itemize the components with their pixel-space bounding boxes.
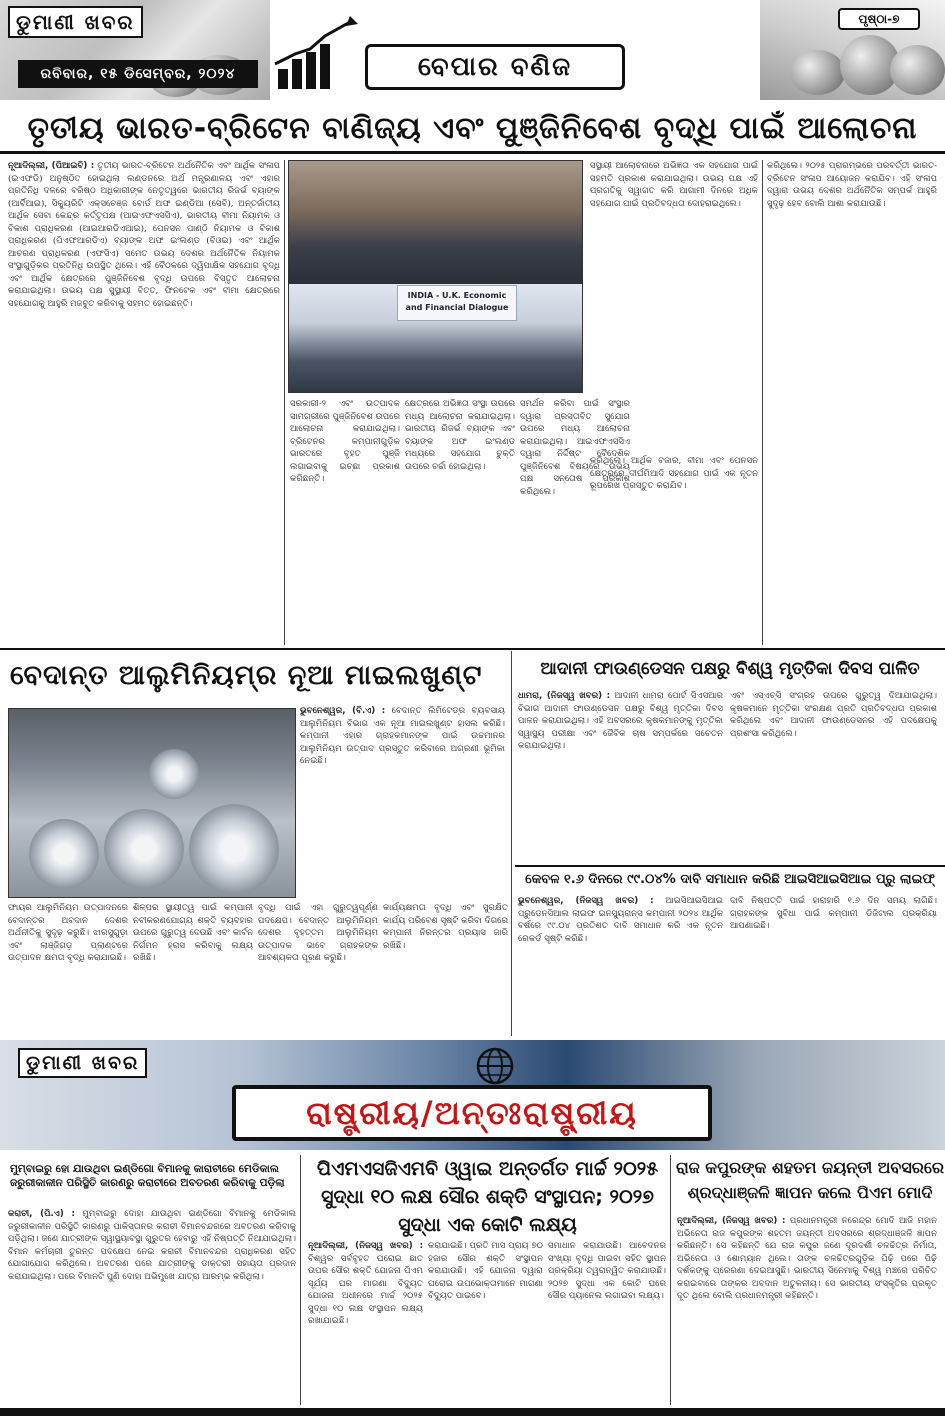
pm-solar-col3-text: ସମାଧାନ କରାଯାଉଛି। ଆବେଦନର ସଂଖ୍ୟା ବୃଦ୍ଧି ପାଇବା ସହିତ ସ୍ଥାପନ ପ୍ରକ୍ରିୟା ତ୍ୱରାନ୍ୱିତ କରାଯାଉଛି। ୨୦୨୭ ସୁଦ୍ଧା ଏକ କୋଟି ଘରେ ସୌର ପ୍ୟାନେଲ ଲଗାଇବା ଲକ୍ଷ୍ୟ। [548, 1241, 666, 1301]
vedanta-col-2 [8, 902, 128, 1032]
india-uk-dialogue-photo [288, 160, 583, 393]
pm-solar-dateline: ନୂଆଦିଲ୍ଲୀ, (ନିଜସ୍ୱ ଖବର) : [308, 1241, 423, 1251]
icici-col2-text: ଦାବି ନିଷ୍ପତ୍ତି ପାଇଁ ହାରାହାରି ୧.୬ ଦିନ ସମୟ ଲାଗିଛି। ଗ୍ରାହକଙ୍କ ସୁବିଧା ପାଇଁ କମ୍ପାନୀ ଡିଜିଟାଲ ପ୍ରକ୍ରିୟା ଆପଣାଇଛି। [730, 896, 937, 931]
icici-col-2 [730, 895, 937, 1035]
icici-headline: କେବଳ ୧.୬ ଦିନରେ ୯୯.୦୪% ଦାବି ସମାଧାନ କରିଛି ଆଇସିଆଇସିଆଇ ପ୍ରୁ ଲାଇଫ୍ [515, 865, 945, 891]
pm-solar-col1-text: ବିଶ୍ୱର ସର୍ବବୃହତ ଘରୋଇ ଛାତ ଉପର ସୌର ଶକ୍ତି ଯୋଜନା ପିଏମ ସୂର୍ଯ୍ୟ ଘର ମାଗଣା ବିଦ୍ୟୁତ ଯୋଜନା ଅଧୀନରେ ମାର୍ଚ୍ଚ ୨୦୨୫ ସୁଦ୍ଧା ୧୦ ଲକ୍ଷ ସଂସ୍ଥାପନ ଲକ୍ଷ୍ୟ ରଖାଯାଇଛି। [308, 1253, 423, 1326]
meeting-photo [289, 161, 583, 284]
main-lower-text-2: କ୍ଷେତ୍ରରେ ଅଭିଜ୍ଞତା ସଂସ୍ଥା ଉପରେ ମଧ୍ୟ ଆଲୋଚନା କରାଯାଇଥିଲା। ଭାରତୀୟ ରିଜର୍ଭ ବ୍ୟାଙ୍କ ଏବଂ ବ୍ୟାଙ୍କ ଅଫ ଇଂଲଣ୍ଡ ମଧ୍ୟରେ ସହଯୋଗ ଚୁକ୍ତି ଉପରେ ଚର୍ଚ୍ଚା ହୋଇଥିଲା। [405, 399, 515, 472]
vedanta-col-5 [383, 902, 508, 1032]
vedanta-col-3 [133, 902, 253, 1032]
raj-kapoor-body-text: ପ୍ରଧାନମନ୍ତ୍ରୀ ନରେନ୍ଦ୍ର ମୋଦି ଆଜି ମହାନ ଅଭିନେତା ରାଜ କପୁରଙ୍କ ଶହତମ ଜୟନ୍ତୀ ଅବସରରେ ଶ୍ରଦ୍ଧାଞ୍ଜଳି ଜ୍ଞାପନ କରିଛନ୍ତି। ସେ କହିଛନ୍ତି ଯେ ରାଜ କପୁର ଜଣେ ଦୂରଦର୍ଶୀ ଚଳଚ୍ଚିତ୍ର ନିର୍ମାତା, ଅଭିନେତା ଓ ଶୋମ୍ୟାନ ଥିଲେ। ତାଙ୍କ ଚଳଚ୍ଚିତ୍ରଗୁଡ଼ିକ ପିଢ଼ି ପରେ ପିଢ଼ି ଦର୍ଶକଙ୍କୁ ପ୍ରେରଣା ଦେଇଆସୁଛି। ଭାରତୀୟ ସିନେମାକୁ ବିଶ୍ୱ ମଞ୍ଚରେ ପରିଚିତ କରାଇବାରେ ତାଙ୍କର ଅବଦାନ ଅତୁଳନୀୟ। ସେ ଭାରତୀୟ ସଂସ୍କୃତିର ପ୍ରକୃତ ଦୂତ ଥିଲେ ବୋଲି ପ୍ରଧାନମନ୍ତ୍ରୀ କହିଛନ୍ତି। [677, 1216, 937, 1301]
adani-col2-text: ଏବଂ ଏସ୍‌ଏଚ୍‌ସି ସଂଗ୍ରହ ଉପରେ ଗୁରୁତ୍ୱ ଦିଆଯାଇଥିଲା। କୃଷକମାନେ ମୃତ୍ତିକା ସଂରକ୍ଷଣ ପ୍ରତି ପ୍ରତିବଦ୍ଧତା ପ୍ରକାଶ କରିଥିଲେ ଏବଂ ଆଦାନୀ ଫାଉଣ୍ଡେସନର ଏହି ପଦକ୍ଷେପକୁ ପ୍ରଶଂସା କରିଥିଲେ। [730, 691, 937, 739]
vedanta-headline: ବେଦାନ୍ତ ଆଲୁମିନିୟମ୍‌ର ନୂଆ ମାଇଲଖୁଣ୍ଟ [10, 660, 483, 691]
issue-date: ରବିବାର, ୧୫ ଡିସେମ୍ବର, ୨୦୨୪ [18, 60, 258, 88]
pm-solar-col-1 [308, 1240, 423, 1405]
icici-col-1 [518, 895, 723, 1035]
icici-col1-text: ଆଇସିଆଇସିଆଇ ପ୍ରୁଡେନସିଆଲ ଲାଇଫ ଇନସ୍ୟୁରାନ୍ସ କମ୍ପାନୀ ୨୦୨୪ ଆର୍ଥିକ ବର୍ଷରେ ୯୯.୦୪ ପ୍ରତିଶତ ଦାବି ସମାଧାନ କରି ଏକ ନୂତନ ରେକର୍ଡ ସୃଷ୍ଟି କରିଛି। [518, 896, 723, 944]
main-headline: ତୃତୀୟ ଭାରତ-ବ୍ରିଟେନ ବାଣିଜ୍ୟ ଏବଂ ପୁଞ୍ଜିନିବେଶ ବୃଦ୍ଧି ପାଇଁ ଆଲୋଚନା [0, 104, 945, 154]
adani-col-1 [518, 690, 723, 862]
main-col3-text: ସସ୍ଥାୟୀ ଆଲୋଚନାରେ ଅଭିଜ୍ଞତା ଏକ ସହଯୋଗ ପାଇଁ ସହମତି ପ୍ରକାଶ କରାଯାଇଥିଲା। ଉଭୟ ପକ୍ଷ ଏହି ପ୍ରଗତିକୁ ସ୍ୱାଗତ କରି ଆଗାମୀ ଦିନରେ ଅଧିକ ସହଯୋଗ ପାଇଁ ପ୍ରତିବଦ୍ଧତା ଦୋହରାଇଥିଲେ। [590, 161, 758, 209]
column-divider [300, 1155, 301, 1405]
column-divider [670, 1155, 671, 1405]
raj-kapoor-body [677, 1215, 937, 1405]
indigo-flight-body [8, 1208, 296, 1404]
vedanta-col5-text: କାର୍ଯ୍ୟକ୍ଷମତା ବୃଦ୍ଧି ଏବଂ ସୁରକ୍ଷିତ କାର୍ଯ୍ୟ ପରିବେଶ ସୃଷ୍ଟି କରିବା ଦିଗରେ କମ୍ପାନୀ ନିରନ୍ତର ପ୍ରୟାସ ଜାରି ରଖିଛି। [383, 903, 508, 951]
section-title: ବେପାର ବଣିଜ [365, 44, 625, 90]
vedanta-col1-text: ବେଦାନ୍ତ ଲିମିଟେଡ୍‌ର ବ୍ୟବସାୟ ଆଲୁମିନିୟମ ବିଭାଗ ଏକ ନୂଆ ମାଇଲଖୁଣ୍ଟ ହାସଲ କରିଛି। କମ୍ପାନୀ ଏହାର ଗ୍ରାହକମାନଙ୍କ ପାଇଁ ଉଚ୍ଚମାନର ଆଲୁମିନିୟମ ଉତ୍ପାଦ ପ୍ରସ୍ତୁତ କରିବାରେ ଅଗ୍ରଣୀ ଭୂମିକା ନେଇଛି। [300, 706, 505, 766]
vedanta-col4-text: ବୃଦ୍ଧି ପାଇଁ ଏହା ଗୁରୁତ୍ୱପୂର୍ଣ୍ଣ ପଦକ୍ଷେପ। ବେଦାନ୍ତ ଆଲୁମିନିୟମ ଦେଶର ବୃହତ୍ତମ ଆଲୁମିନିୟମ ଉତ୍ପାଦକ ଭାବେ ଗ୍ରାହକଙ୍କ ଆବଶ୍ୟକତା ପୂରଣ କରୁଛି। [258, 903, 378, 963]
main-lower-text-4: କରିଥିଲେ। ଆର୍ଥିକ ବଜାର, ବୀମା ଏବଂ ପେନସନ କ୍ଷେତ୍ରରେ ଦୀର୍ଘମିଆଦି ସହଯୋଗ ପାଇଁ ଏକ ନୂତନ ରୂପରେଖ ପ୍ରସ୍ତୁତ କରାଯିବ। [590, 456, 758, 491]
pm-solar-headline: ପିଏମଏସଜିଏମବି ଓ୍ୱାଇ ଅନ୍ତର୍ଗତ ମାର୍ଚ୍ଚ ୨୦୨୫ ସୁଦ୍ଧା ୧୦ ଲକ୍ଷ ସୌର ଶକ୍ତି ସଂସ୍ଥାପନ; ୨୦୨୭ ସୁଦ୍ଧା ଏକ କୋଟି ଲକ୍ଷ୍ୟ [316, 1158, 659, 1236]
main-col4-text: କରିଥିଲେ। ୨୦୨୫ ପ୍ରାରମ୍ଭରେ ପରବର୍ତ୍ତୀ ଭାରତ-ବ୍ରିଟେନ ସଂଳାପ ଆୟୋଜନ କରାଯିବ। ଏହି ସଂଳାପ ଦ୍ୱାରା ଉଭୟ ଦେଶର ଅର୍ଥନୈତିକ ସମ୍ପର୍କ ଆହୁରି ସୁଦୃଢ଼ ହେବ ବୋଲି ଆଶା କରାଯାଉଛି। [767, 161, 937, 209]
aluminium-factory-photo [8, 708, 296, 898]
main-dateline: ନୂଆଦିଲ୍ଲୀ, (ପିଆଇବି) : [8, 161, 95, 171]
page-number: ପୃଷ୍ଠା-୭ [838, 8, 920, 30]
column-divider [511, 651, 512, 1036]
main-lower-text-1: ସରକାରୀ-୨ ଏବଂ ଉତ୍ପାଦକ ସାମଗ୍ରୀରେ ପୁଞ୍ଜିନିବେଶ ଉପରେ ଆଲୋଚନା କରାଯାଇଥିଲା। ବ୍ରିଟେନର କମ୍ପାନୀଗୁଡ଼ିକ ଭାରତରେ ବୃହତ ପୁଞ୍ଜି ଲଗାଇବାକୁ ଇଚ୍ଛା ପ୍ରକାଶ କରିଛନ୍ତି। [290, 399, 400, 484]
growth-chart-icon [270, 14, 365, 94]
indigo-body-text: ମୁମ୍ବାଇରୁ ଦୋହା ଯାଉଥିବା ଇଣ୍ଡିଗୋ ବିମାନକୁ ମେଡିକାଲ ଜରୁରୀକାଳୀନ ପରିସ୍ଥିତି କାରଣରୁ ପାକିସ୍ତାନର କରାଚୀ ବିମାନବନ୍ଦରରେ ଅବତରଣ କରିବାକୁ ପଡ଼ିଥିଲା। ଜଣେ ଯାତ୍ରୀଙ୍କ ସ୍ୱାସ୍ଥ୍ୟାବସ୍ଥା ଗୁରୁତର ହେବାରୁ ଏହି ନିଷ୍ପତ୍ତି ନିଆଯାଇଥିଲା। ବିମାନ କର୍ମଚାରୀ ତୁରନ୍ତ ପଦକ୍ଷେପ ନେଇ କରାଚୀ ବିମାନବନ୍ଦର ପ୍ରାଧିକରଣ ସହିତ ଯୋଗାଯୋଗ କରିଥିଲେ। ଅବତରଣ ପରେ ଯାତ୍ରୀଙ୍କୁ ଡାକ୍ତରୀ ସହାୟତା ପ୍ରଦାନ କରାଯାଇଥିଲା। ପରେ ବିମାନଟି ପୁଣି ଦୋହା ଅଭିମୁଖେ ଯାତ୍ରା ଆରମ୍ଭ କରିଥିଲା। [8, 1209, 296, 1282]
adani-headline: ଆଦାନୀ ଫାଉଣ୍ଡେସନ ପକ୍ଷରୁ ବିଶ୍ୱ ମୃତ୍ତିକା ଦିବସ ପାଳିତ [540, 659, 920, 679]
page-footer-bar [0, 1408, 945, 1416]
pm-solar-col-3 [548, 1240, 666, 1405]
raj-kapoor-dateline: ନୂଆଦିଲ୍ଲୀ, (ନିଜସ୍ୱ ଖବର) : [677, 1216, 786, 1226]
adani-col-2 [730, 690, 937, 862]
main-article-col-4 [767, 160, 937, 645]
main-col1-text: ତୃତୀୟ ଭାରତ-ବ୍ରିଟେନ ଅର୍ଥନୈତିକ ଏବଂ ଆର୍ଥିକ ସଂଳାପ (ଇଏଫଡି) ଅନୁଷ୍ଠିତ ହୋଇଥିଲା ଲଣ୍ଡନରେ ଅର୍ଥ ମନ୍ତ୍ରଣାଳୟ ଏବଂ ଏହାର ପ୍ରତିନିଧି ଦଳରେ ବରିଷ୍ଠ ଅଧିକାରୀଙ୍କ ନେତୃତ୍ୱରେ ଭାରତୀୟ ରିଜର୍ଭ ବ୍ୟାଙ୍କ (ଆର୍ବିଆଇ), ସିକ୍ୟୁରିଟି ଏକ୍ସଚେଞ୍ଜ ବୋର୍ଡ ଅଫ ଇଣ୍ଡିଆ (ସେବି), ଅନ୍ତର୍ଜାତୀୟ ଆର୍ଥିକ ସେବା କେନ୍ଦ୍ର କର୍ତ୍ତୃପକ୍ଷ (ଆଇଏଫଏସସିଏ), ଭାରତୀୟ ବୀମା ନିୟାମକ ଓ ବିକାଶ ପ୍ରାଧିକରଣ (ଆଇଆରଡିଏଆଇ), ପେନସନ ପାଣ୍ଠି ନିୟାମକ ଓ ବିକାଶ ପ୍ରାଧିକରଣ (ପିଏଫଆରଡିଏ) ବ୍ୟାଙ୍କ ଅଫ ଇଂଲଣ୍ଡ (ବିଓଇ) ଏବଂ ଆର୍ଥିକ ଆଚରଣ ପ୍ରାଧିକରଣ (ଏଫସିଏ) ସମେତ ଉଭୟ ଦେଶର ଅର୍ଥନୈତିକ ନିୟାମକ ସଂସ୍ଥାଗୁଡ଼ିକର ପ୍ରତିନିଧି ଉପସ୍ଥିତ ଥିଲେ। ଏହି ବୈଠକରେ ଦ୍ୱିପାକ୍ଷିକ ସହଯୋଗ ବୃଦ୍ଧି ଏବଂ ଆର୍ଥିକ କ୍ଷେତ୍ରରେ ପୁଞ୍ଜିନିବେଶ ବୃଦ୍ଧି ଉପରେ ବିସ୍ତୃତ ଆଲୋଚନା କରାଯାଇଥିଲା। ଉଭୟ ପକ୍ଷ ସୁସ୍ଥାୟୀ ବିତ୍ତ, ଫିନଟେକ ଏବଂ ବୀମା କ୍ଷେତ୍ରରେ ସହଯୋଗକୁ ଆହୁରି ମଜବୁତ କରିବାକୁ ସହମତ ହୋଇଛନ୍ତି। [8, 161, 280, 309]
main-lower-col-2 [405, 398, 515, 645]
section-divider [0, 648, 945, 650]
main-lower-col-1 [290, 398, 400, 645]
main-article-col-1 [8, 160, 280, 645]
vedanta-col-1 [300, 705, 505, 895]
dialogue-banner: INDIA - U.K. Economic and Financial Dialogue [397, 285, 517, 321]
raj-kapoor-headline: ରାଜ କପୁରଙ୍କ ଶହତମ ଜୟନ୍ତୀ ଅବସରରେ ଶ୍ରଦ୍ଧାଞ୍ଜଳି ଜ୍ଞାପନ କଲେ ପିଏମ ମୋଦି [675, 1158, 945, 1202]
vedanta-col2-text: ଫାୟର ଆଲୁମିନିୟମ ଉତ୍ପାଦନରେ ବେଦାନ୍ତର ଅବଦାନ ଦେଶର ଅର୍ଥନୀତିକୁ ସୁଦୃଢ଼ କରୁଛି। ଝାରସୁଗୁଡ଼ା ଏବଂ ଲାଞ୍ଜିଗଡ଼ ପ୍ଲାଣ୍ଟରେ ଉତ୍ପାଦନ କ୍ଷମତା ବୃଦ୍ଧି କରାଯାଇଛି। [8, 903, 128, 963]
globe-icon [470, 1046, 520, 1086]
adani-dateline: ଧାମରା, (ନିଜସ୍ୱ ଖବର) : [518, 691, 611, 701]
brand-logo-secondary: ଡୁମାଣୀ ଖବର [18, 1048, 147, 1078]
national-international-title: ରାଷ୍ଟ୍ରୀୟ/ଅନ୍ତଃରାଷ୍ଟ୍ରୀୟ [232, 1085, 712, 1141]
main-lower-text-3: ସମର୍ଥନ କରିବା ପାଇଁ ସଂସ୍ଥାର ଦ୍ୱାରା ପ୍ରସ୍ତାବିତ ସୁଯୋଗ ଉପରେ ମଧ୍ୟ ଆଲୋଚନା କରାଯାଇଥିଲା। ଆଇଏଫଏସସିଏ ଦ୍ୱାରା ନିର୍ଦ୍ଦିଷ୍ଟ ବୈଦେଶିକ ପୁଞ୍ଜିନିବେଶ ବିଷୟରେ ଉଭୟ ପକ୍ଷ ସନ୍ତୋଷ ପ୍ରକାଶ କରିଥିଲେ। [520, 399, 630, 497]
indigo-flight-headline: ମୁମ୍ବାଇରୁ ହୋ ଯାଉଥିବା ଇଣ୍ଡିଗୋ ବିମାନକୁ କାରାଚୀରେ ମେଡିକାଲ ଜରୁରୀକାଳୀନ ପରିସ୍ଥିତି କାରଣରୁ କରାଚୀରେ ଅବତରଣ କରିବାକୁ ପଡ଼ିଲା [10, 1163, 285, 1189]
pm-solar-col-2 [428, 1240, 543, 1405]
column-divider [762, 160, 763, 645]
brand-logo: ଡୁମାଣୀ ଖବର [8, 6, 143, 38]
vedanta-dateline: ଭୁବନେଶ୍ୱର, (ବି.ଏ) : [300, 706, 386, 716]
icici-dateline: ଭୁବନେଶ୍ୱର, (ନିଜସ୍ୱ ଖବର) : [518, 896, 654, 906]
indigo-dateline: କରାଚୀ, (ପି.ଏ) : [8, 1209, 75, 1219]
vedanta-col-4 [258, 902, 378, 1032]
main-lower-col-4 [590, 455, 758, 645]
vedanta-col3-text: ଶିଳ୍ପର ସ୍ଥାୟୀତ୍ୱ ପାଇଁ କମ୍ପାନୀ ନବୀକରଣଯୋଗ୍ୟ ଶକ୍ତି ବ୍ୟବହାର ଉପରେ ଗୁରୁତ୍ୱ ଦେଉଛି ଏବଂ କାର୍ବନ ନିର୍ଗମନ ହ୍ରାସ କରିବାକୁ ଲକ୍ଷ୍ୟ ରଖିଛି। [133, 903, 253, 963]
pm-solar-col2-text: କରାଯାଇଛି। ପ୍ରତି ମାସ ପ୍ରାୟ ୭୦ ହଜାର ସୌର ଶକ୍ତି ସଂସ୍ଥାପନ କରାଯାଉଛି। ଏହି ଯୋଜନା ଦ୍ୱାରା ଘରୋଇ ଉପଭୋକ୍ତାମାନେ ମାଗଣା ବିଦ୍ୟୁତ ପାଇବେ। [428, 1241, 543, 1301]
column-divider [284, 160, 285, 645]
adani-col1-text: ଆଦାନୀ ଧାମରା ପୋର୍ଟ ସିଏସଆର ବିଭାଗ ଆଦାନୀ ଫାଉଣ୍ଡେସନ ପକ୍ଷରୁ ବିଶ୍ୱ ମୃତ୍ତିକା ଦିବସ ପାଳନ କରାଯାଇଥିଲା। ଏହି ଅବସରରେ କୃଷକମାନଙ୍କୁ ମୃତ୍ତିକା ସ୍ୱାସ୍ଥ୍ୟ ପରୀକ୍ଷା ଏବଂ ଜୈବିକ ଚାଷ ସମ୍ପର୍କରେ ସଚେତନ କରାଯାଇଥିଲା। [518, 691, 723, 751]
